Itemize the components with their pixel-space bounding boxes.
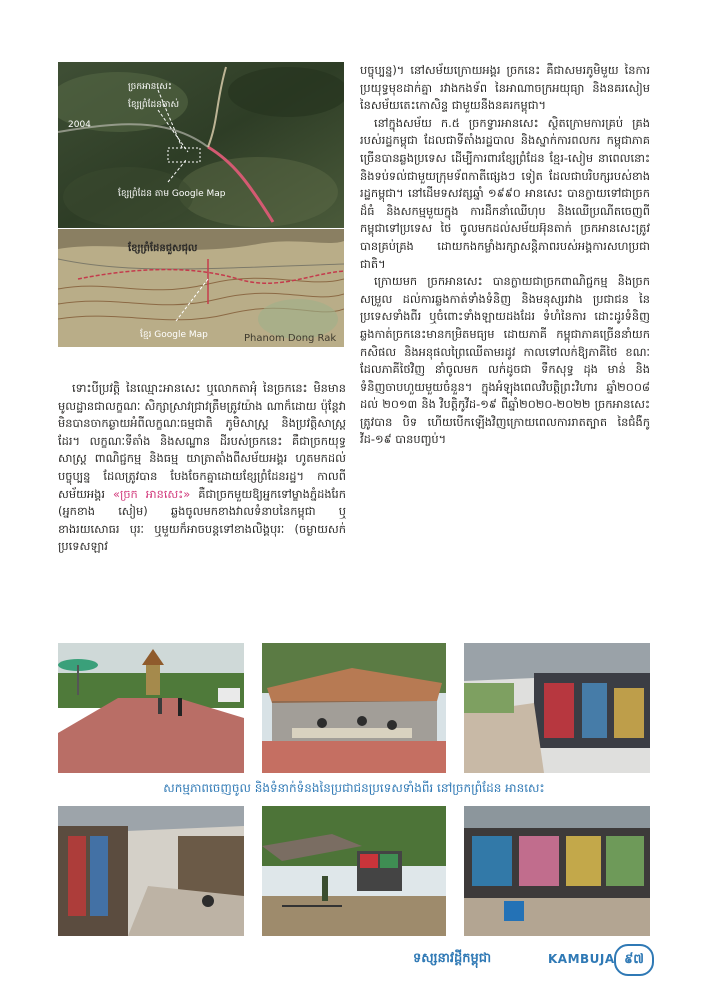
article-left-column — [58, 380, 346, 630]
photo-shop-displays — [464, 806, 650, 936]
article-paragraph — [58, 380, 346, 556]
photo-border-road-gate — [58, 643, 244, 773]
place-name-label: Phanom Dong Rak — [244, 333, 337, 344]
photo-stall-goods — [58, 806, 244, 936]
crossing-name-highlight: «ច្រក អានសេះ» — [112, 486, 191, 501]
page-number: ៩៧ — [614, 944, 654, 976]
paragraph-text: ទោះបីប្រវត្តិ នៃឈ្មោះអានសេះ ឬលោកតាអុំ នៃច្រកនេះ មិនមានមូលដ្ឋានជាលក្ខណៈ សិក្សាស្រាវជ្រាវត្រឹមត្រូវយ៉ាង ណាក៏ដោយ ប៉ុន្តែវាមិនបានចាកឆ្ងាយអំពីលក្ខណៈធម្មជាតិ ភូមិសាស្ត្រ និងប្រវត្តិសាស្ត្រដែរ។ លក្ខណៈទីតាំង និងសណ្ឋាន ដីរបស់ច្រកនេះ គឺជាច្រកយុទ្ធសាស្ត្រ ពាណិជ្ជកម្ម និងធម្ម យាត្រាតាំងពីសម័យអង្គរ ហូតមកដល់បច្ចុប្បន្ន ដែលត្រូវបាន បែងចែកគ្នាដោយខ្សែព្រំដែនរដ្ឋ។ កាលពីសម័យអង្គរ — [58, 381, 346, 501]
photo-caption: សកម្មភាពចេញចូល និងទំនាក់ទំនងនៃប្រជាជនប្រទេសទាំងពីរ នៅច្រកព្រំដែន អានសេះ — [163, 781, 545, 795]
paragraph-text-tail: គឺជាច្រកមួយឱ្យអ្នកទៅម្ខាងភ្នំដងរែក (អ្នកខាង សៀម) ឆ្លងចូលមកខាងវាលទំនាបនៃកម្ពុជា ឬខាងរយសោធរ បុរៈ ឬមួយក៏អាចបន្តទៅខាងលិង្គបុរៈ (ចម្ងាយសក់ ប្រទេសឡាវ — [58, 486, 346, 554]
article-paragraph-1: បច្ចុប្បន្ន)។ នៅសម័យក្រោយអង្គរ ច្រកនេះ គឺជាសមរភូមិមួយ នៃការប្រយុទ្ធមុខដាក់គ្នា រវាងកងទ័ព នៃអាណាចក្រអយុធ្យា និងនគរសៀម នៃសម័យតេះកោសិន្ទ ជាមួយនឹងនគរកម្ពុជា។ — [360, 63, 650, 113]
article-right-column — [360, 62, 650, 632]
crossing-label: ច្រកអានសេះ — [128, 82, 172, 92]
topographic-map-image — [58, 229, 344, 347]
old-border-label: ខ្សែព្រំដែនចាស់ — [128, 100, 180, 110]
google-map-label: ខ្មែរ Google Map — [140, 330, 208, 340]
road-code-label: 2004 — [68, 120, 91, 130]
satellite-map-image — [58, 62, 344, 228]
brand-name: KAMBUJA — [548, 952, 615, 966]
article-paragraph-2: នៅក្នុងសម័យ ក.៥ ច្រកទ្វារអានសេះ ស្ថិតក្រោមការគ្រប់ គ្រងរបស់រដ្ឋកម្ពុជា ដែលជាទីតាំងរដ្ឋបាល និងស្នាក់ការពលករ កម្ពុជាភាគច្រើនបានឆ្លងប្រទេស ដើម្បីការពារខ្សែព្រំដែន ខ្មែរ-សៀម នាពេលនោះ និងទប់ទល់ជាមួយក្រុមទ័ពកាតីផ្សេងៗ ទៀត ដែលជាបរិបក្សរបស់ខាងរដ្ឋកម្ពុជា។ នៅដើមទសវត្សឆ្នាំ ១៩៩០ អានសេះ បានក្លាយទៅជាច្រកដ៏ធំ និងសកម្មមួយក្នុង ការដឹកនាំឈើហុប និងឈើប្រណីតចេញពីកម្ពុជាទៅប្រទេស ថៃ ចូលមកដល់សម័យអ៊ុនតាក់ ច្រកអានសេះត្រូវបានគ្រប់គ្រង ដោយកងកម្លាំងរក្សាសន្តិភាពរបស់អង្គការសហប្រជាជាតិ។ — [360, 115, 650, 271]
photo-market-shelter — [262, 643, 446, 773]
photo-shop-stalls — [464, 643, 650, 773]
google-border-label: ខ្សែព្រំដែន តាម Google Map — [118, 189, 226, 199]
magazine-name: ទស្សនាវដ្តីកម្ពុជា — [413, 951, 492, 966]
repaired-line-label: ខ្សែព្រំដែនជួសជុល — [128, 243, 198, 254]
article-paragraph-3: ក្រោយមក ច្រកអានសេះ បានក្លាយជាច្រកពាណិជ្ជកម្ម និងច្រកសម្រួល ដល់ការឆ្លងកាត់ទាំងទំនិញ និងមនុស្សរវាង ប្រជាជន នៃប្រទេសទាំងពីរ ឬចំពោះទាំងឡាយដងដែរ ទំហំនៃការ ដោះដូរទំនិញឆ្លងកាត់ច្រកនេះមានកម្រិតមធ្យម ដោយភាគី កម្ពុជាភាគច្រើននាំយកកសិផល និងអនុផលព្រៃឈើតាមរដូវ កាលទៅលក់ឱ្យភាគីថៃ ខណៈដែលភាគីថៃវិញ នាំចូលមក លក់ដូចជា ទឹកសុទ្ធ ដុង មាន់ និងទំនិញចាបហួយមួយចំនួន។ ក្នុងអំឡុងពេលវិបត្តិព្រះវិហារ ឆ្នាំ២០០៨ ដល់ ២០១៣ និង វិបត្តិកូវីដ-១៩ ពីឆ្នាំ២០២០-២០២២ ច្រកអានសេះត្រូវបាន បិទ ហើយបើកឡើងវិញក្រោយពេលការរាតត្បាត នៃជំងឺកូ វីដ-១៩ បានបញ្ចប់។ — [360, 274, 650, 447]
photo-checkpoint-truck — [262, 806, 446, 936]
